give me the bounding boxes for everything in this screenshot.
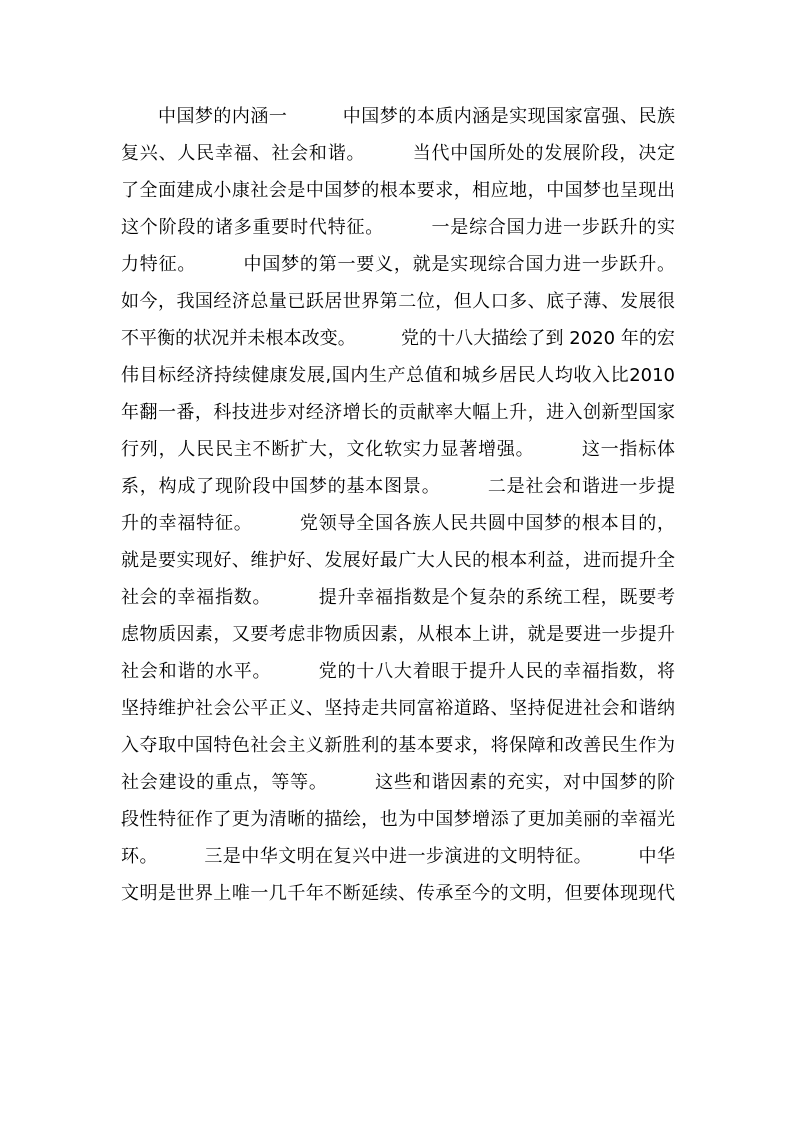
text-line: 就是要实现好、维护好、发展好最广大人民的根本利益，进而提升全	[121, 550, 675, 571]
text-line: 文明是世界上唯一几千年不断延续、传承至今的文明，但要体现现代	[121, 883, 675, 904]
text-line: 社会的幸福指数。 提升幸福指数是个复杂的系统工程，既要考	[121, 587, 675, 608]
text-line: 升的幸福特征。 党领导全国各族人民共圆中国梦的根本目的，	[121, 513, 675, 534]
text-line: 不平衡的状况并未根本改变。 党的十八大描绘了到 2020 年的宏	[121, 328, 675, 349]
text-line: 复兴、人民幸福、社会和谐。 当代中国所处的发展阶段，决定	[121, 143, 675, 164]
text-line: 入夺取中国特色社会主义新胜利的基本要求，将保障和改善民生作为	[121, 735, 675, 756]
text-line: 社会建设的重点，等等。 这些和谐因素的充实，对中国梦的阶	[121, 772, 675, 793]
text-line: 年翻一番，科技进步对经济增长的贡献率大幅上升，进入创新型国家	[121, 402, 675, 423]
text-line: 行列，人民民主不断扩大，文化软实力显著增强。 这一指标体	[121, 439, 675, 460]
text-line: 如今，我国经济总量已跃居世界第二位，但人口多、底子薄、发展很	[121, 291, 675, 312]
text-line: 这个阶段的诸多重要时代特征。 一是综合国力进一步跃升的实	[121, 217, 675, 238]
text-line: 中国梦的内涵一 中国梦的本质内涵是实现国家富强、民族	[121, 106, 675, 127]
text-line: 段性特征作了更为清晰的描绘，也为中国梦增添了更加美丽的幸福光	[121, 809, 675, 830]
body-paragraph	[121, 98, 675, 912]
text-line: 伟目标经济持续健康发展,国内生产总值和城乡居民人均收入比2010	[121, 365, 675, 386]
text-line: 社会和谐的水平。 党的十八大着眼于提升人民的幸福指数，将	[121, 661, 675, 682]
text-line: 了全面建成小康社会是中国梦的根本要求，相应地，中国梦也呈现出	[121, 180, 675, 201]
text-line: 环。 三是中华文明在复兴中进一步演进的文明特征。 中华	[121, 846, 675, 867]
text-line: 虑物质因素，又要考虑非物质因素，从根本上讲，就是要进一步提升	[121, 624, 675, 645]
text-line: 力特征。 中国梦的第一要义，就是实现综合国力进一步跃升。	[121, 254, 675, 275]
text-line: 系，构成了现阶段中国梦的基本图景。 二是社会和谐进一步提	[121, 476, 675, 497]
text-line: 坚持维护社会公平正义、坚持走共同富裕道路、坚持促进社会和谐纳	[121, 698, 675, 719]
